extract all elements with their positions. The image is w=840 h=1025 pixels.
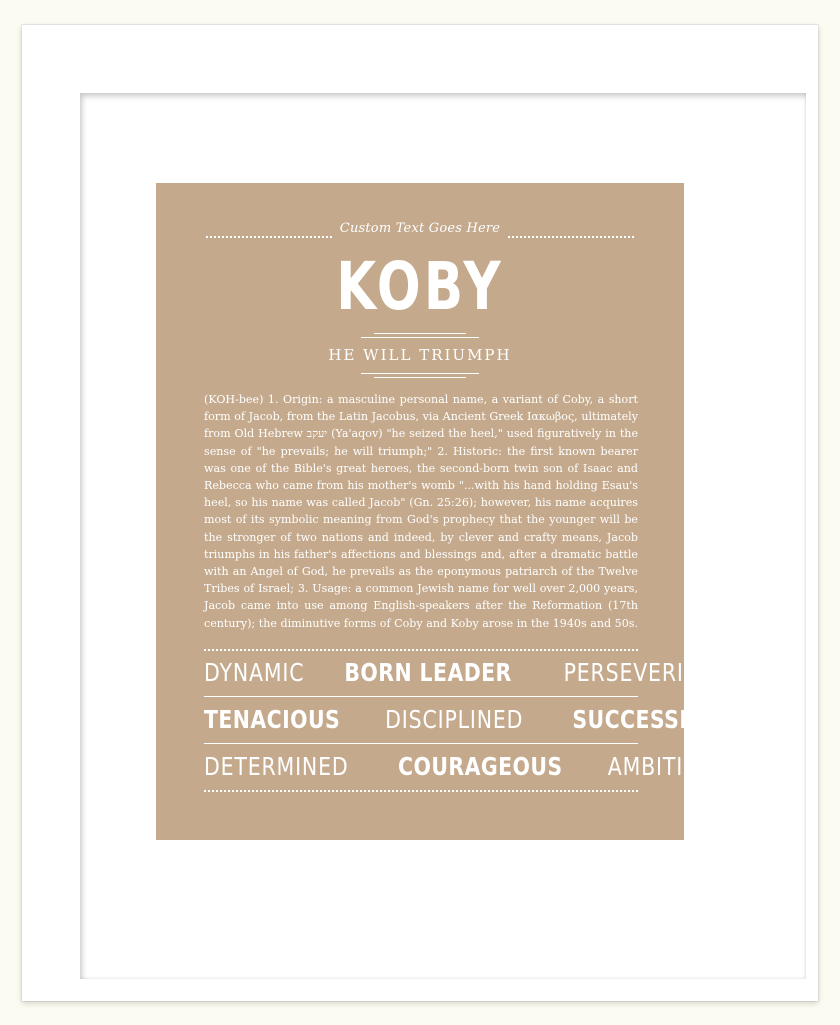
definition-line: triumphs in his father's affections and blessings and, after a dramatic battle [204, 547, 638, 561]
name-definition [204, 391, 638, 632]
dotted-divider-traits-bottom [204, 790, 638, 792]
rule-top [374, 333, 466, 334]
definition-line: Tribes of Israel; 3. Usage: a common Jewish name for well over 2,000 years, [204, 582, 638, 596]
trait-word: PERSEVERING [564, 658, 718, 687]
traits-row-2 [204, 704, 724, 736]
rule-bottom [361, 373, 479, 374]
definition-line: most of its symbolic meaning from God's prophecy that the younger will be [204, 513, 638, 527]
trait-word: DISCIPLINED [385, 705, 524, 734]
custom-text: Custom Text Goes Here [339, 221, 501, 236]
trait-word: SUCCESSFUL [571, 705, 724, 734]
trait-word: DYNAMIC [204, 658, 305, 687]
name-title: KOBY [336, 248, 504, 325]
definition-line: sense of "he prevails; he will triumph;" 2. Historic: the first known bearer [204, 444, 638, 458]
traits-row-1 [204, 657, 718, 689]
traits-row-3 [204, 751, 730, 783]
definition-line: the stronger of two nations and indeed, by clever and crafty means, Jacob [204, 530, 638, 544]
definition-line: Rebecca who came from his mother's womb "...with his hand holding Esau's [204, 479, 638, 493]
trait-word: AMBITIOUS [607, 752, 730, 781]
trait-word: TENACIOUS [204, 705, 341, 734]
traits-divider-2 [204, 743, 638, 744]
dotted-divider-left [206, 236, 332, 238]
dotted-divider-traits-top [204, 649, 638, 651]
name-meaning: HE WILL TRIUMPH [328, 346, 512, 364]
trait-word: BORN LEADER [344, 658, 513, 687]
traits-divider-1 [204, 696, 638, 697]
rule-top-2 [361, 337, 479, 338]
definition-line: form of Jacob, from the Latin Jacobus, via Ancient Greek Ιακωβος, ultimately [204, 410, 638, 424]
definition-line: Jacob came into use among English-speakers after the Reformation (17th [204, 599, 638, 613]
definition-line: (KOH-bee) 1. Origin: a masculine personal name, a variant of Coby, a short [204, 393, 638, 406]
definition-line: was one of the Bible's great heroes, the second-born twin son of Isaac and [204, 461, 638, 475]
trait-word: COURAGEOUS [398, 752, 563, 781]
rule-bottom-2 [374, 377, 466, 378]
name-print [156, 183, 730, 840]
dotted-divider-right [508, 236, 634, 238]
trait-word: DETERMINED [204, 752, 349, 781]
definition-line: from Old Hebrew יעקב (Ya'aqov) "he seized the heel," used figuratively in the [204, 427, 639, 441]
definition-line: with an Angel of God, he prevails as the eponymous patriarch of the Twelve [204, 565, 638, 579]
definition-line: century); the diminutive forms of Coby and Koby arose in the 1940s and 50s. [204, 616, 638, 630]
definition-line: heel, so his name was called Jacob" (Gn. 25:26); however, his name acquires [204, 496, 638, 510]
